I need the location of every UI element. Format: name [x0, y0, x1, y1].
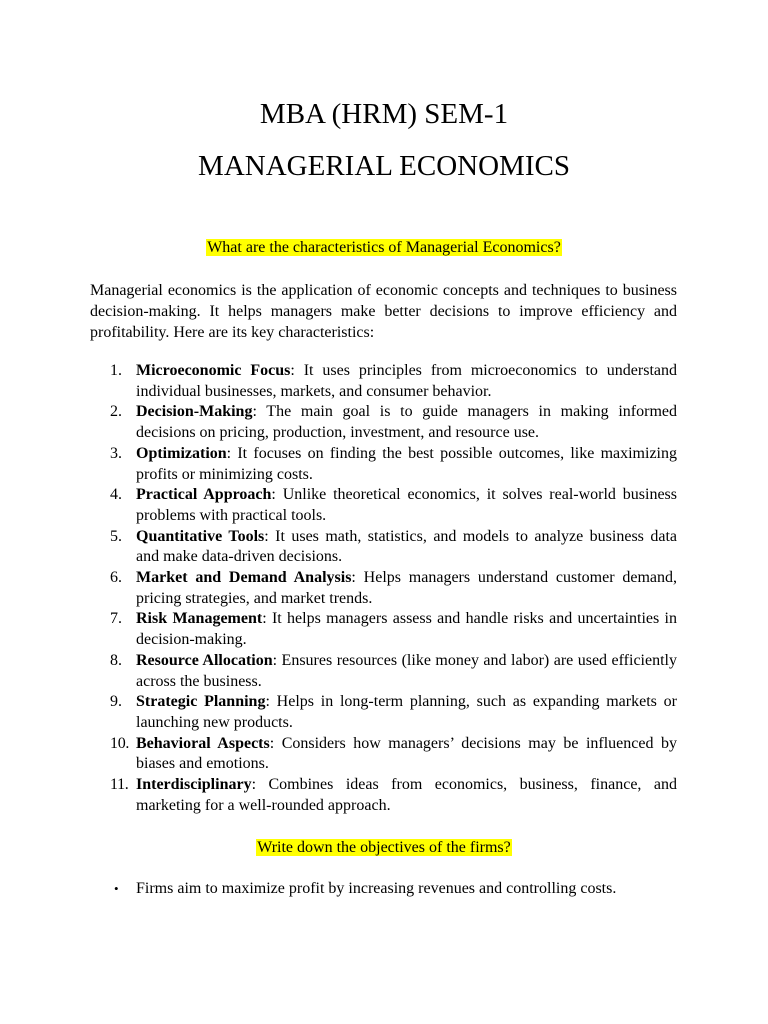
list-number: 7. [110, 610, 122, 628]
characteristic-description: : It focuses on finding the best possible outcomes, like maximizing profits or minimizing costs. [136, 444, 677, 483]
characteristic-description: : The main goal is to guide managers in making informed decisions on pricing, production, investment, and resource use. [136, 403, 677, 442]
characteristic-description: : It helps managers assess and handle risks and uncertainties in decision-making. [136, 610, 677, 649]
characteristic-term: Decision-Making [136, 403, 253, 421]
characteristic-description: : It uses math, statistics, and models to analyze business data and make data-driven decisions. [136, 527, 677, 566]
list-number: 4. [110, 486, 122, 504]
list-number: 1. [110, 362, 122, 379]
list-number: 9. [110, 693, 122, 711]
characteristic-item [90, 527, 677, 568]
list-number: 10. [110, 734, 130, 752]
characteristic-term: Resource Allocation [136, 651, 273, 669]
characteristic-item [90, 485, 677, 526]
highlighted-question-1: What are the characteristics of Managerial Economics? [207, 239, 561, 256]
characteristics-list [90, 361, 677, 816]
characteristic-term: Microeconomic Focus [136, 362, 291, 379]
characteristic-term: Risk Management [136, 610, 263, 628]
document-title-line-1: MBA (HRM) SEM-1 [259, 98, 509, 130]
characteristic-description: : It uses principles from microeconomics to understand individual businesses, markets, and consumer behavior. [136, 362, 678, 400]
document-title-line-2: MANAGERIAL ECONOMICS [198, 150, 570, 182]
characteristic-term: Strategic Planning [136, 693, 266, 711]
objectives-list [90, 879, 677, 899]
characteristic-term: Behavioral Aspects [136, 734, 270, 752]
characteristic-item [90, 609, 677, 650]
characteristic-description: : Considers how managers’ decisions may be influenced by biases and emotions. [136, 734, 677, 773]
characteristic-term: Market and Demand Analysis [136, 569, 352, 587]
list-number: 3. [110, 444, 122, 462]
characteristic-item [90, 775, 677, 816]
characteristic-term: Interdisciplinary [136, 776, 252, 794]
objective-text: Firms aim to maximize profit by increasing revenues and controlling costs. [136, 880, 617, 897]
characteristic-item [90, 692, 677, 733]
list-number: 5. [110, 527, 122, 545]
characteristic-description: : Ensures resources (like money and labor) are used efficiently across the business. [136, 651, 677, 690]
list-number: 11. [110, 776, 129, 794]
characteristic-item [90, 402, 677, 443]
question-heading-1 [0, 238, 768, 258]
characteristic-term: Quantitative Tools [136, 527, 265, 545]
characteristic-term: Practical Approach [136, 486, 272, 504]
list-number: 2. [110, 403, 122, 421]
characteristic-description: : Combines ideas from economics, business, finance, and marketing for a well-rounded approach. [136, 776, 677, 814]
bullet-icon: • [114, 881, 119, 896]
characteristic-item [90, 734, 677, 775]
characteristic-term: Optimization [136, 444, 227, 462]
characteristic-item [90, 568, 677, 609]
objective-item [90, 879, 677, 899]
characteristic-item [90, 444, 677, 485]
characteristic-description: : Helps managers understand customer demand, pricing strategies, and market trends. [136, 569, 677, 607]
highlighted-question-2: Write down the objectives of the firms? [257, 839, 511, 856]
intro-paragraph: Managerial economics is the application of economic concepts and techniques to business decision-making. It helps managers make better decisions to improve efficiency and profitability. Here are its key characteristics: [90, 282, 677, 341]
question-heading-2 [0, 838, 768, 858]
list-number: 6. [110, 569, 122, 587]
list-number: 8. [110, 651, 122, 669]
characteristic-description: : Unlike theoretical economics, it solves real-world business problems with practical tools. [136, 486, 677, 524]
characteristic-description: : Helps in long-term planning, such as expanding markets or launching new products. [136, 693, 677, 731]
characteristic-item [90, 651, 677, 692]
characteristic-item [90, 361, 677, 402]
